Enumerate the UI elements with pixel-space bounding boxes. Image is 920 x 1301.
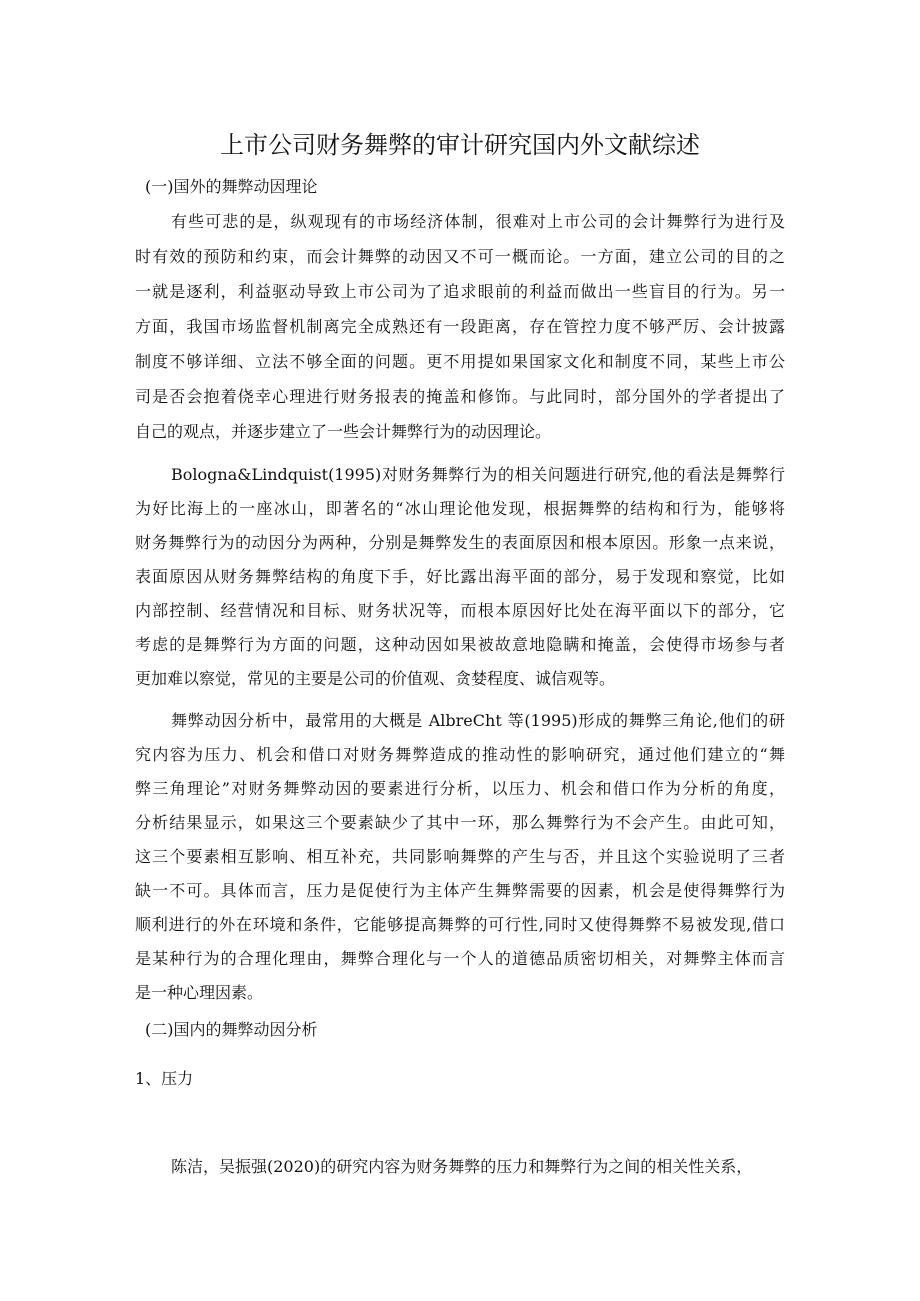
paragraph-line: 一就是逐利，利益驱动导致上市公司为了追求眼前的利益而做出一些盲目的行为。另一 — [135, 282, 785, 301]
document-title: 上市公司财务舞弊的审计研究国内外文献综述 — [220, 131, 700, 159]
paragraph-line: 这三个要素相互影响、相互补充，共同影响舞弊的产生与否，并且这个实验说明了三者 — [135, 847, 785, 866]
paragraph-line: 方面，我国市场监督机制离完全成熟还有一段距离，存在管控力度不够严厉、会计披露 — [135, 317, 785, 336]
paragraph-line: 财务舞弊行为的动因分为两种，分别是舞弊发生的表面原因和根本原因。形象一点来说， — [135, 533, 785, 552]
subsection-heading-pressure: 1、压力 — [135, 1069, 194, 1088]
paragraph-line: 有些可悲的是，纵观现有的市场经济体制，很难对上市公司的会计舞弊行为进行及 — [171, 212, 785, 231]
paragraph-line: 制度不够详细、立法不够全面的问题。更不用提如果国家文化和制度不同，某些上市公 — [135, 352, 785, 371]
paragraph-line: 弊三角理论”对财务舞弊动因的要素进行分析，以压力、机会和借口作为分析的角度， — [135, 779, 785, 798]
paragraph-line: 舞弊动因分析中，最常用的大概是 AlbreCht 等(1995)形成的舞弊三角论,他们的研 — [171, 711, 785, 730]
paragraph-line: 更加难以察觉，常见的主要是公司的价值观、贪婪程度、诚信观等。 — [135, 669, 616, 688]
paragraph-line: 分析结果显示，如果这三个要素缺少了其中一环，那么舞弊行为不会产生。由此可知， — [135, 813, 785, 832]
paragraph-line: 为好比海上的一座冰山，即著名的“冰山理论他发现，根据舞弊的结构和行为，能够将 — [135, 499, 785, 518]
paragraph-line: 是一种心理因素。 — [135, 983, 264, 1002]
paragraph-line: 自己的观点，并逐步建立了一些会计舞弊行为的动因理论。 — [135, 422, 552, 441]
paragraph-line: 是某种行为的合理化理由，舞弊合理化与一个人的道德品质密切相关，对舞弊主体而言 — [135, 949, 785, 968]
paragraph-line: 表面原因从财务舞弊结构的角度下手，好比露出海平面的部分，易于发现和察觉，比如 — [135, 567, 785, 586]
paragraph-line: 司是否会抱着侥幸心理进行财务报表的掩盖和修饰。与此同时，部分国外的学者提出了 — [135, 387, 785, 406]
paragraph-line: 陈洁，吴振强(2020)的研究内容为财务舞弊的压力和舞弊行为之间的相关性关系， — [171, 1157, 753, 1176]
paragraph-line: 考虑的是舞弊行为方面的问题，这种动因如果被故意地隐瞒和掩盖，会使得市场参与者 — [135, 635, 785, 654]
paragraph-line: 内部控制、经营情况和目标、财务状况等，而根本原因好比处在海平面以下的部分，它 — [135, 601, 785, 620]
paragraph-line: 究内容为压力、机会和借口对财务舞弊造成的推动性的影响研究，通过他们建立的“舞 — [135, 745, 785, 764]
paragraph-line: Bologna&Lindquist(1995)对财务舞弊行为的相关问题进行研究,他的看法是舞弊行 — [171, 465, 785, 484]
paragraph-line: 顺利进行的外在环境和条件，它能够提高舞弊的可行性,同时又使得舞弊不易被发现,借口 — [135, 915, 785, 934]
paragraph-line: 时有效的预防和约束，而会计舞弊的动因又不可一概而论。一方面，建立公司的目的之 — [135, 247, 785, 266]
section-heading-domestic: (二)国内的舞弊动因分析 — [145, 1020, 318, 1039]
section-heading-foreign: (一)国外的舞弊动因理论 — [145, 177, 318, 196]
paragraph-line: 缺一不可。具体而言，压力是促使行为主体产生舞弊需要的因素，机会是使得舞弊行为 — [135, 881, 785, 900]
